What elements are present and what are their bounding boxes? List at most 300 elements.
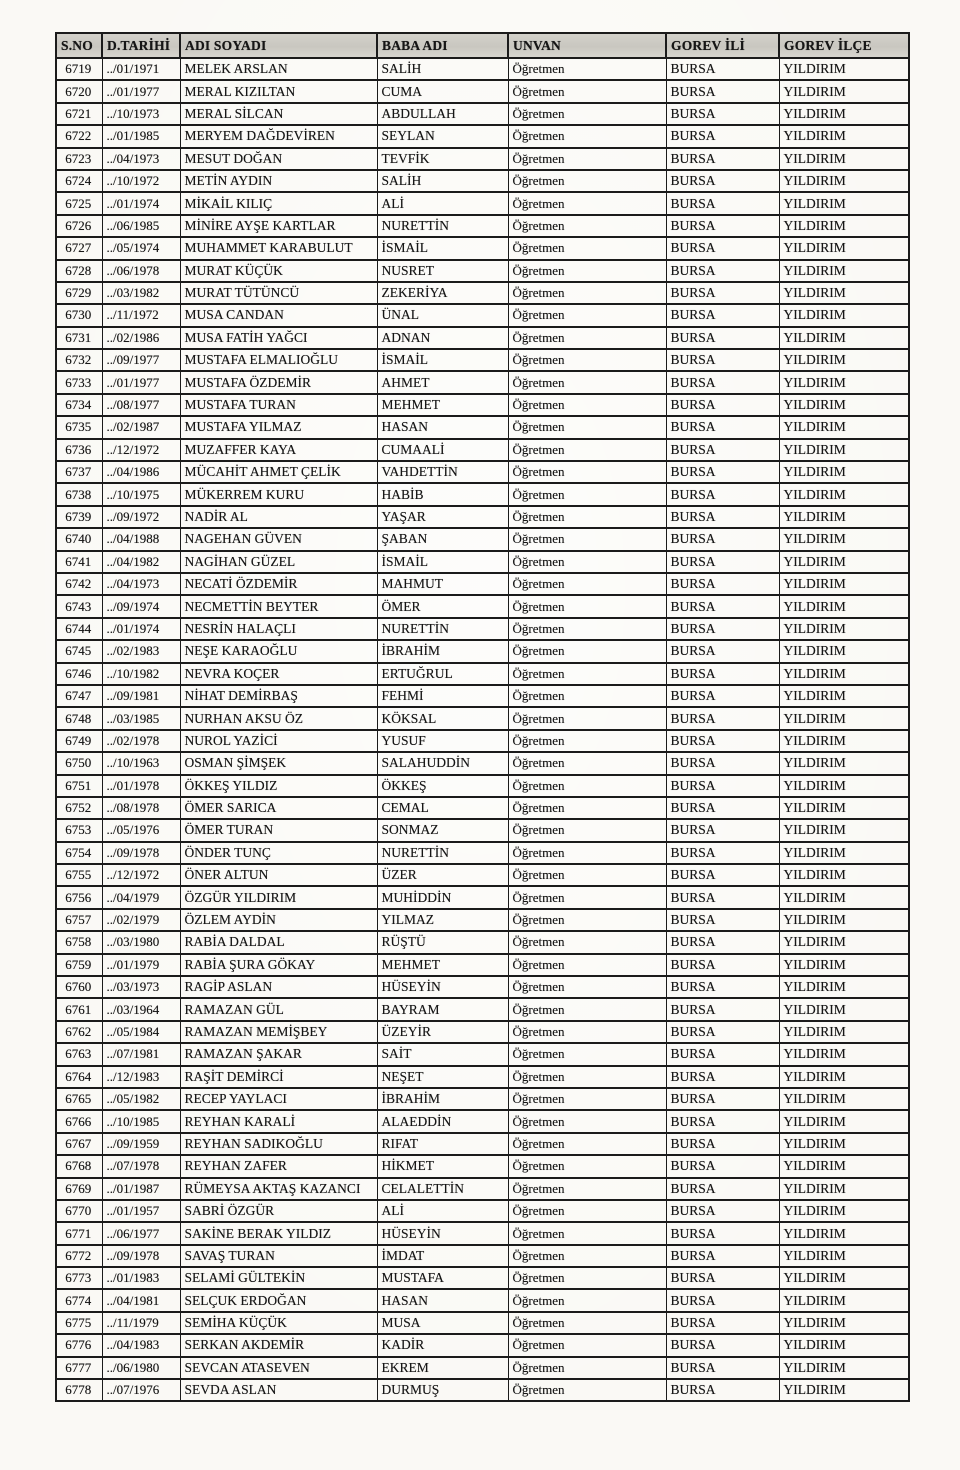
birthdate-cell: ../09/1978 <box>102 842 180 864</box>
province-cell: BURSA <box>666 640 779 662</box>
province-cell: BURSA <box>666 886 779 908</box>
district-cell: YILDIRIM <box>779 1245 909 1267</box>
province-cell: BURSA <box>666 506 779 528</box>
title-cell: Öğretmen <box>508 1357 666 1379</box>
fullname-cell: NAGİHAN GÜZEL <box>180 551 377 573</box>
serial-cell: 6754 <box>56 842 102 864</box>
birthdate-cell: ../04/1986 <box>102 461 180 483</box>
fullname-cell: REYHAN ZAFER <box>180 1155 377 1177</box>
fathername-cell: AHMET <box>377 371 508 393</box>
province-cell: BURSA <box>666 1178 779 1200</box>
title-cell: Öğretmen <box>508 730 666 752</box>
fathername-cell: İBRAHİM <box>377 640 508 662</box>
fullname-cell: MUSTAFA ÖZDEMİR <box>180 371 377 393</box>
serial-cell: 6762 <box>56 1021 102 1043</box>
district-cell: YILDIRIM <box>779 842 909 864</box>
province-cell: BURSA <box>666 797 779 819</box>
fullname-cell: ÖKKEŞ YILDIZ <box>180 775 377 797</box>
province-cell: BURSA <box>666 327 779 349</box>
fathername-cell: ÖKKEŞ <box>377 775 508 797</box>
table-row <box>56 1178 909 1200</box>
fathername-cell: SALİH <box>377 170 508 192</box>
fullname-cell: ÖMER SARICA <box>180 797 377 819</box>
district-cell: YILDIRIM <box>779 595 909 617</box>
title-cell: Öğretmen <box>508 954 666 976</box>
serial-cell: 6748 <box>56 707 102 729</box>
fathername-cell: TEVFİK <box>377 148 508 170</box>
title-cell: Öğretmen <box>508 1088 666 1110</box>
table-row <box>56 349 909 371</box>
province-cell: BURSA <box>666 1334 779 1356</box>
serial-cell: 6778 <box>56 1379 102 1401</box>
title-cell: Öğretmen <box>508 931 666 953</box>
district-cell: YILDIRIM <box>779 551 909 573</box>
province-cell: BURSA <box>666 775 779 797</box>
fullname-cell: NUROL YAZİCİ <box>180 730 377 752</box>
birthdate-cell: ../02/1986 <box>102 327 180 349</box>
column-header-title: UNVAN <box>508 33 666 58</box>
province-cell: BURSA <box>666 125 779 147</box>
district-cell: YILDIRIM <box>779 797 909 819</box>
fathername-cell: İSMAİL <box>377 551 508 573</box>
fullname-cell: MURAT KÜÇÜK <box>180 260 377 282</box>
fullname-cell: NECMETTİN BEYTER <box>180 595 377 617</box>
title-cell: Öğretmen <box>508 349 666 371</box>
table-row <box>56 707 909 729</box>
province-cell: BURSA <box>666 730 779 752</box>
serial-cell: 6726 <box>56 215 102 237</box>
serial-cell: 6760 <box>56 976 102 998</box>
table-row <box>56 1021 909 1043</box>
title-cell: Öğretmen <box>508 1222 666 1244</box>
birthdate-cell: ../04/1988 <box>102 528 180 550</box>
title-cell: Öğretmen <box>508 797 666 819</box>
birthdate-cell: ../01/1957 <box>102 1200 180 1222</box>
birthdate-cell: ../01/1974 <box>102 192 180 214</box>
fathername-cell: ZEKERİYA <box>377 282 508 304</box>
birthdate-cell: ../02/1987 <box>102 416 180 438</box>
district-cell: YILDIRIM <box>779 640 909 662</box>
table-row <box>56 886 909 908</box>
serial-cell: 6735 <box>56 416 102 438</box>
district-cell: YILDIRIM <box>779 976 909 998</box>
title-cell: Öğretmen <box>508 304 666 326</box>
fathername-cell: RÜŞTÜ <box>377 931 508 953</box>
province-cell: BURSA <box>666 148 779 170</box>
title-cell: Öğretmen <box>508 886 666 908</box>
title-cell: Öğretmen <box>508 1289 666 1311</box>
table-row <box>56 215 909 237</box>
birthdate-cell: ../03/1985 <box>102 707 180 729</box>
district-cell: YILDIRIM <box>779 1289 909 1311</box>
province-cell: BURSA <box>666 819 779 841</box>
birthdate-cell: ../05/1984 <box>102 1021 180 1043</box>
district-cell: YILDIRIM <box>779 439 909 461</box>
table-row <box>56 640 909 662</box>
birthdate-cell: ../01/1971 <box>102 58 180 80</box>
serial-cell: 6744 <box>56 618 102 640</box>
birthdate-cell: ../06/1977 <box>102 1222 180 1244</box>
district-cell: YILDIRIM <box>779 192 909 214</box>
fullname-cell: SAKİNE BERAK YILDIZ <box>180 1222 377 1244</box>
province-cell: BURSA <box>666 103 779 125</box>
birthdate-cell: ../05/1974 <box>102 237 180 259</box>
table-row <box>56 416 909 438</box>
birthdate-cell: ../12/1972 <box>102 439 180 461</box>
fathername-cell: MEHMET <box>377 394 508 416</box>
fathername-cell: MAHMUT <box>377 573 508 595</box>
serial-cell: 6774 <box>56 1289 102 1311</box>
table-row <box>56 260 909 282</box>
title-cell: Öğretmen <box>508 506 666 528</box>
province-cell: BURSA <box>666 192 779 214</box>
serial-cell: 6740 <box>56 528 102 550</box>
district-cell: YILDIRIM <box>779 752 909 774</box>
fullname-cell: RAMAZAN GÜL <box>180 998 377 1020</box>
table-row <box>56 1133 909 1155</box>
fullname-cell: RAGİP ASLAN <box>180 976 377 998</box>
serial-cell: 6766 <box>56 1110 102 1132</box>
title-cell: Öğretmen <box>508 976 666 998</box>
district-cell: YILDIRIM <box>779 58 909 80</box>
serial-cell: 6728 <box>56 260 102 282</box>
province-cell: BURSA <box>666 1043 779 1065</box>
birthdate-cell: ../12/1983 <box>102 1066 180 1088</box>
table-row <box>56 125 909 147</box>
fathername-cell: ÜZEYİR <box>377 1021 508 1043</box>
province-cell: BURSA <box>666 483 779 505</box>
table-row <box>56 304 909 326</box>
title-cell: Öğretmen <box>508 394 666 416</box>
title-cell: Öğretmen <box>508 1245 666 1267</box>
fathername-cell: MEHMET <box>377 954 508 976</box>
district-cell: YILDIRIM <box>779 125 909 147</box>
table-row <box>56 1379 909 1401</box>
province-cell: BURSA <box>666 371 779 393</box>
fullname-cell: METİN AYDIN <box>180 170 377 192</box>
title-cell: Öğretmen <box>508 103 666 125</box>
serial-cell: 6727 <box>56 237 102 259</box>
fathername-cell: HABİB <box>377 483 508 505</box>
serial-cell: 6772 <box>56 1245 102 1267</box>
fullname-cell: MÜCAHİT AHMET ÇELİK <box>180 461 377 483</box>
fullname-cell: NURHAN AKSU ÖZ <box>180 707 377 729</box>
table-header-row <box>56 33 909 58</box>
fathername-cell: HÜSEYİN <box>377 976 508 998</box>
table-row <box>56 1267 909 1289</box>
title-cell: Öğretmen <box>508 483 666 505</box>
district-cell: YILDIRIM <box>779 80 909 102</box>
title-cell: Öğretmen <box>508 327 666 349</box>
province-cell: BURSA <box>666 864 779 886</box>
serial-cell: 6739 <box>56 506 102 528</box>
serial-cell: 6731 <box>56 327 102 349</box>
birthdate-cell: ../07/1978 <box>102 1155 180 1177</box>
table-row <box>56 864 909 886</box>
title-cell: Öğretmen <box>508 707 666 729</box>
birthdate-cell: ../10/1982 <box>102 663 180 685</box>
fullname-cell: MELEK ARSLAN <box>180 58 377 80</box>
title-cell: Öğretmen <box>508 1267 666 1289</box>
district-cell: YILDIRIM <box>779 909 909 931</box>
title-cell: Öğretmen <box>508 640 666 662</box>
table-row <box>56 573 909 595</box>
table-row <box>56 819 909 841</box>
table-row <box>56 528 909 550</box>
table-row <box>56 1200 909 1222</box>
fathername-cell: SAİT <box>377 1043 508 1065</box>
province-cell: BURSA <box>666 663 779 685</box>
serial-cell: 6767 <box>56 1133 102 1155</box>
birthdate-cell: ../09/1981 <box>102 685 180 707</box>
table-row <box>56 909 909 931</box>
district-cell: YILDIRIM <box>779 327 909 349</box>
serial-cell: 6752 <box>56 797 102 819</box>
fullname-cell: ÖZLEM AYDİN <box>180 909 377 931</box>
fullname-cell: NEŞE KARAOĞLU <box>180 640 377 662</box>
birthdate-cell: ../02/1983 <box>102 640 180 662</box>
table-row <box>56 1155 909 1177</box>
fullname-cell: RECEP YAYLACI <box>180 1088 377 1110</box>
district-cell: YILDIRIM <box>779 1222 909 1244</box>
province-cell: BURSA <box>666 685 779 707</box>
fathername-cell: ÜZER <box>377 864 508 886</box>
serial-cell: 6758 <box>56 931 102 953</box>
title-cell: Öğretmen <box>508 371 666 393</box>
serial-cell: 6773 <box>56 1267 102 1289</box>
birthdate-cell: ../01/1983 <box>102 1267 180 1289</box>
title-cell: Öğretmen <box>508 282 666 304</box>
serial-cell: 6732 <box>56 349 102 371</box>
personnel-table <box>55 32 910 1402</box>
table-row <box>56 170 909 192</box>
province-cell: BURSA <box>666 237 779 259</box>
fullname-cell: SELÇUK ERDOĞAN <box>180 1289 377 1311</box>
district-cell: YILDIRIM <box>779 506 909 528</box>
birthdate-cell: ../04/1973 <box>102 573 180 595</box>
fullname-cell: MESUT DOĞAN <box>180 148 377 170</box>
district-cell: YILDIRIM <box>779 931 909 953</box>
birthdate-cell: ../07/1981 <box>102 1043 180 1065</box>
title-cell: Öğretmen <box>508 1066 666 1088</box>
birthdate-cell: ../10/1985 <box>102 1110 180 1132</box>
title-cell: Öğretmen <box>508 1200 666 1222</box>
province-cell: BURSA <box>666 394 779 416</box>
fullname-cell: MÜKERREM KURU <box>180 483 377 505</box>
fullname-cell: MUSTAFA TURAN <box>180 394 377 416</box>
fullname-cell: ÖNER ALTUN <box>180 864 377 886</box>
fullname-cell: SELAMİ GÜLTEKİN <box>180 1267 377 1289</box>
birthdate-cell: ../09/1959 <box>102 1133 180 1155</box>
birthdate-cell: ../09/1972 <box>102 506 180 528</box>
birthdate-cell: ../09/1977 <box>102 349 180 371</box>
fullname-cell: ÖNDER TUNÇ <box>180 842 377 864</box>
table-row <box>56 103 909 125</box>
district-cell: YILDIRIM <box>779 304 909 326</box>
district-cell: YILDIRIM <box>779 819 909 841</box>
fathername-cell: İSMAİL <box>377 349 508 371</box>
fathername-cell: NURETTİN <box>377 215 508 237</box>
table-row <box>56 663 909 685</box>
title-cell: Öğretmen <box>508 148 666 170</box>
birthdate-cell: ../03/1982 <box>102 282 180 304</box>
fullname-cell: SABRİ ÖZGÜR <box>180 1200 377 1222</box>
province-cell: BURSA <box>666 304 779 326</box>
birthdate-cell: ../08/1977 <box>102 394 180 416</box>
fullname-cell: NAGEHAN GÜVEN <box>180 528 377 550</box>
table-row <box>56 954 909 976</box>
table-row <box>56 1088 909 1110</box>
title-cell: Öğretmen <box>508 998 666 1020</box>
fathername-cell: SALİH <box>377 58 508 80</box>
title-cell: Öğretmen <box>508 1043 666 1065</box>
fullname-cell: MUSTAFA ELMALIOĞLU <box>180 349 377 371</box>
table-row <box>56 976 909 998</box>
fathername-cell: İSMAİL <box>377 237 508 259</box>
district-cell: YILDIRIM <box>779 685 909 707</box>
title-cell: Öğretmen <box>508 775 666 797</box>
district-cell: YILDIRIM <box>779 1200 909 1222</box>
fullname-cell: SEMİHA KÜÇÜK <box>180 1312 377 1334</box>
serial-cell: 6764 <box>56 1066 102 1088</box>
serial-cell: 6777 <box>56 1357 102 1379</box>
title-cell: Öğretmen <box>508 551 666 573</box>
birthdate-cell: ../03/1980 <box>102 931 180 953</box>
birthdate-cell: ../06/1985 <box>102 215 180 237</box>
fathername-cell: ALİ <box>377 1200 508 1222</box>
fullname-cell: MİNİRE AYŞE KARTLAR <box>180 215 377 237</box>
table-row <box>56 618 909 640</box>
province-cell: BURSA <box>666 618 779 640</box>
province-cell: BURSA <box>666 1200 779 1222</box>
province-cell: BURSA <box>666 1110 779 1132</box>
province-cell: BURSA <box>666 1379 779 1401</box>
district-cell: YILDIRIM <box>779 1334 909 1356</box>
birthdate-cell: ../09/1974 <box>102 595 180 617</box>
serial-cell: 6761 <box>56 998 102 1020</box>
birthdate-cell: ../01/1987 <box>102 1178 180 1200</box>
table-row <box>56 394 909 416</box>
district-cell: YILDIRIM <box>779 1267 909 1289</box>
serial-cell: 6736 <box>56 439 102 461</box>
fullname-cell: NEVRA KOÇER <box>180 663 377 685</box>
fathername-cell: CELALETTİN <box>377 1178 508 1200</box>
fullname-cell: RAŞİT DEMİRCİ <box>180 1066 377 1088</box>
province-cell: BURSA <box>666 1155 779 1177</box>
table-row <box>56 58 909 80</box>
table-row <box>56 752 909 774</box>
table-row <box>56 842 909 864</box>
table-row <box>56 1043 909 1065</box>
fathername-cell: NURETTİN <box>377 618 508 640</box>
birthdate-cell: ../10/1972 <box>102 170 180 192</box>
title-cell: Öğretmen <box>508 1133 666 1155</box>
serial-cell: 6755 <box>56 864 102 886</box>
fathername-cell: ADNAN <box>377 327 508 349</box>
table-row <box>56 148 909 170</box>
district-cell: YILDIRIM <box>779 170 909 192</box>
serial-cell: 6721 <box>56 103 102 125</box>
fathername-cell: KADİR <box>377 1334 508 1356</box>
serial-cell: 6771 <box>56 1222 102 1244</box>
fathername-cell: YUSUF <box>377 730 508 752</box>
fullname-cell: REYHAN KARALİ <box>180 1110 377 1132</box>
title-cell: Öğretmen <box>508 125 666 147</box>
fullname-cell: MURAT TÜTÜNCÜ <box>180 282 377 304</box>
column-header-fullname: ADI SOYADI <box>180 33 377 58</box>
province-cell: BURSA <box>666 215 779 237</box>
title-cell: Öğretmen <box>508 595 666 617</box>
table-row <box>56 1110 909 1132</box>
fullname-cell: SEVCAN ATASEVEN <box>180 1357 377 1379</box>
birthdate-cell: ../08/1978 <box>102 797 180 819</box>
title-cell: Öğretmen <box>508 1379 666 1401</box>
serial-cell: 6745 <box>56 640 102 662</box>
district-cell: YILDIRIM <box>779 663 909 685</box>
birthdate-cell: ../04/1973 <box>102 148 180 170</box>
fullname-cell: SAVAŞ TURAN <box>180 1245 377 1267</box>
title-cell: Öğretmen <box>508 1110 666 1132</box>
fullname-cell: SERKAN AKDEMİR <box>180 1334 377 1356</box>
province-cell: BURSA <box>666 461 779 483</box>
serial-cell: 6734 <box>56 394 102 416</box>
title-cell: Öğretmen <box>508 260 666 282</box>
table-row <box>56 327 909 349</box>
fathername-cell: HASAN <box>377 1289 508 1311</box>
district-cell: YILDIRIM <box>779 707 909 729</box>
district-cell: YILDIRIM <box>779 1312 909 1334</box>
birthdate-cell: ../01/1979 <box>102 954 180 976</box>
table-row <box>56 931 909 953</box>
district-cell: YILDIRIM <box>779 461 909 483</box>
birthdate-cell: ../10/1975 <box>102 483 180 505</box>
district-cell: YILDIRIM <box>779 528 909 550</box>
province-cell: BURSA <box>666 1222 779 1244</box>
fullname-cell: MUSA CANDAN <box>180 304 377 326</box>
fathername-cell: ÖMER <box>377 595 508 617</box>
province-cell: BURSA <box>666 573 779 595</box>
table-row <box>56 439 909 461</box>
fathername-cell: ALİ <box>377 192 508 214</box>
table-row <box>56 461 909 483</box>
table-row <box>56 775 909 797</box>
serial-cell: 6730 <box>56 304 102 326</box>
column-header-birthdate: D.TARİHİ <box>102 33 180 58</box>
title-cell: Öğretmen <box>508 864 666 886</box>
province-cell: BURSA <box>666 1245 779 1267</box>
title-cell: Öğretmen <box>508 58 666 80</box>
fullname-cell: MERAL SİLCAN <box>180 103 377 125</box>
province-cell: BURSA <box>666 909 779 931</box>
district-cell: YILDIRIM <box>779 1110 909 1132</box>
table-row <box>56 1357 909 1379</box>
serial-cell: 6770 <box>56 1200 102 1222</box>
serial-cell: 6763 <box>56 1043 102 1065</box>
province-cell: BURSA <box>666 595 779 617</box>
title-cell: Öğretmen <box>508 1334 666 1356</box>
district-cell: YILDIRIM <box>779 573 909 595</box>
serial-cell: 6775 <box>56 1312 102 1334</box>
title-cell: Öğretmen <box>508 909 666 931</box>
serial-cell: 6723 <box>56 148 102 170</box>
fathername-cell: CUMAALİ <box>377 439 508 461</box>
column-header-district: GOREV İLÇE <box>779 33 909 58</box>
fullname-cell: ÖZGÜR YILDIRIM <box>180 886 377 908</box>
birthdate-cell: ../04/1983 <box>102 1334 180 1356</box>
table-row <box>56 1312 909 1334</box>
fathername-cell: NURETTİN <box>377 842 508 864</box>
province-cell: BURSA <box>666 1088 779 1110</box>
